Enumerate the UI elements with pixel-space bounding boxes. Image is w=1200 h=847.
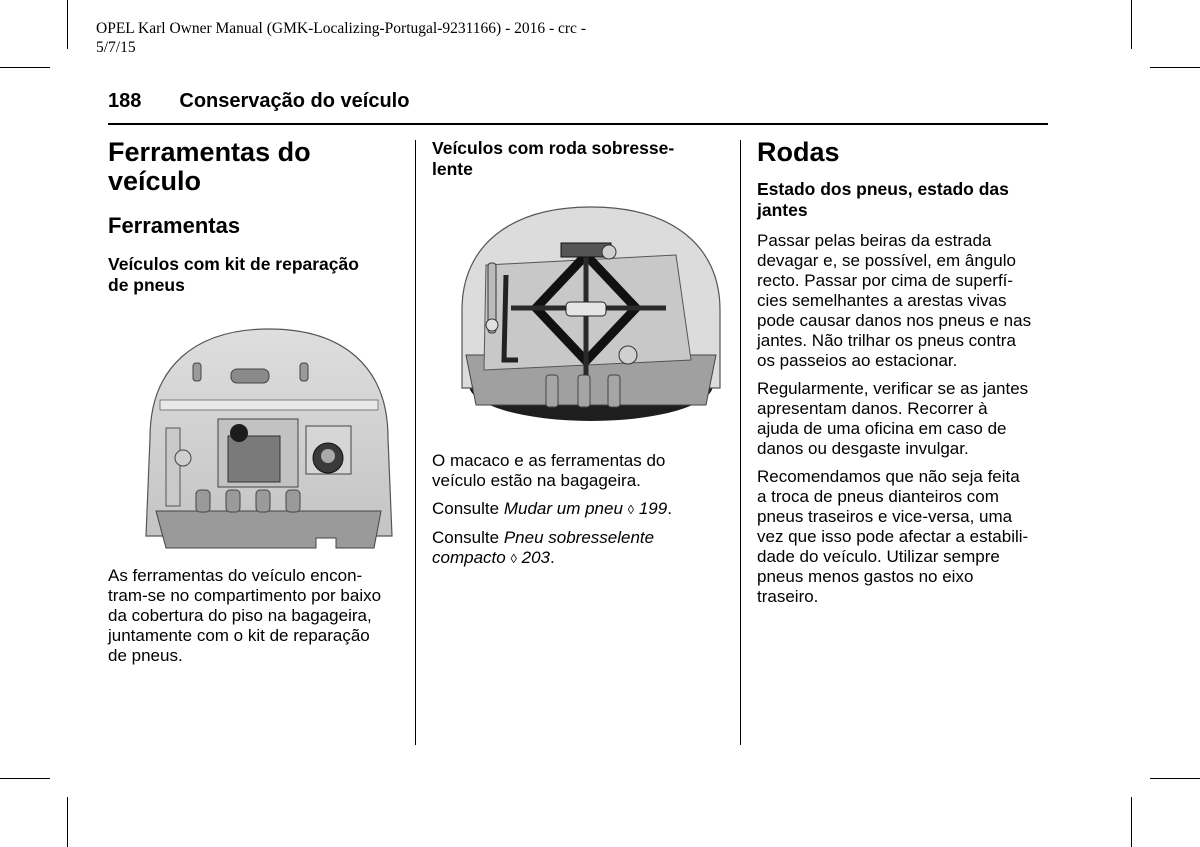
- document-meta: [96, 19, 636, 57]
- crop-mark: [1150, 67, 1200, 68]
- column-divider: [740, 140, 741, 745]
- text-line: pode causar danos nos pneus e nas: [757, 311, 1032, 330]
- cross-reference: [432, 499, 722, 520]
- xref-link-mudar-um-pneu[interactable]: [504, 499, 667, 518]
- xref-page: 199: [638, 499, 668, 518]
- running-head: [108, 90, 409, 113]
- text-line: Regularmente, verificar se as jantes: [757, 379, 1029, 398]
- text-line: cies semelhantes a arestas vivas: [757, 291, 1007, 310]
- cross-reference: [432, 528, 722, 548]
- section-heading: [108, 254, 398, 296]
- text-line: Recomendamos que não seja feita: [757, 467, 1020, 486]
- text-line: da cobertura do piso na bagageira,: [108, 606, 372, 625]
- heading: Rodas: [757, 137, 840, 167]
- text-line: veículo estão na bagageira.: [432, 471, 641, 490]
- xref-page: 203: [521, 548, 550, 567]
- body-text: [108, 566, 398, 666]
- column-divider: [415, 140, 416, 745]
- heading-line: Ferramentas do: [108, 137, 311, 167]
- text-line: vez que isso pode afectar a estabili-: [757, 527, 1029, 546]
- meta-line: 5/7/15: [96, 39, 136, 56]
- crop-mark: [1150, 778, 1200, 779]
- text-line: juntamente com o kit de reparação: [108, 626, 370, 645]
- crop-mark: [67, 0, 68, 49]
- section-heading: [432, 138, 722, 180]
- heading-line: veículo: [108, 166, 202, 196]
- text-line: de pneus.: [108, 646, 183, 665]
- text-line: os passeios ao estacionar.: [757, 351, 958, 370]
- text-line: a troca de pneus dianteiros com: [757, 487, 999, 506]
- text-line: pneus menos gastos no eixo: [757, 567, 974, 586]
- ref-prefix: Consulte: [432, 499, 504, 518]
- body-text: [432, 451, 722, 569]
- crop-mark: [1131, 797, 1132, 847]
- text-line: ajuda de uma oficina em caso de: [757, 419, 1007, 438]
- crop-mark: [1131, 0, 1132, 49]
- text-line: apresentam danos. Recorrer à: [757, 399, 988, 418]
- heading-line: lente: [432, 159, 473, 179]
- header-rule: [108, 123, 1048, 125]
- paragraph: [757, 231, 1052, 371]
- cross-reference: [432, 548, 722, 569]
- text-line: recto. Passar por cima de superfí-: [757, 271, 1014, 290]
- text-line: Passar pelas beiras da estrada: [757, 231, 992, 250]
- text-line: O macaco e as ferramentas do: [432, 451, 666, 470]
- xref-target: Mudar um pneu: [503, 499, 623, 518]
- heading-line: Veículos com kit de reparação: [108, 254, 359, 274]
- section-title: Conservação do veículo: [179, 90, 410, 112]
- paragraph: [757, 379, 1052, 459]
- column-3: [757, 138, 1052, 607]
- xref-link-compacto[interactable]: [432, 548, 550, 567]
- ref-suffix: .: [549, 548, 555, 567]
- page-number: 188: [108, 90, 142, 112]
- crop-mark: [0, 67, 50, 68]
- tools-figure: [136, 326, 401, 556]
- crop-mark: [67, 797, 68, 847]
- text-line: danos ou desgaste invulgar.: [757, 439, 969, 458]
- xref-target: compacto: [432, 548, 506, 567]
- heading: [108, 138, 398, 196]
- heading-line: Veículos com roda sobresse-: [432, 138, 675, 158]
- text-line: dade do veículo. Utilizar sempre: [757, 547, 1000, 566]
- heading-line: jantes: [757, 200, 808, 220]
- subheading: Ferramentas: [108, 213, 241, 238]
- text-line: pneus traseiros e vice-versa, uma: [757, 507, 1013, 526]
- section-heading: [757, 179, 1052, 221]
- paragraph: [757, 467, 1052, 607]
- page-reference-icon: ◊: [510, 551, 517, 566]
- text-line: jantes. Não trilhar os pneus contra: [757, 331, 1016, 350]
- text-line: As ferramentas do veículo encon-: [108, 566, 363, 585]
- text-line: devagar e, se possível, em ângulo: [757, 251, 1016, 270]
- xref-link-pneu-sobresselente[interactable]: Pneu sobresselente: [503, 528, 655, 547]
- ref-prefix: Consulte: [432, 528, 504, 547]
- heading-line: de pneus: [108, 275, 185, 295]
- column-1: [108, 137, 398, 665]
- crop-mark: [0, 778, 50, 779]
- meta-line: OPEL Karl Owner Manual (GMK-Localizing-Portugal-9231166) - 2016 - crc -: [96, 20, 586, 37]
- heading-line: Estado dos pneus, estado das: [757, 179, 1009, 199]
- text-line: tram-se no compartimento por baixo: [108, 586, 382, 605]
- ref-suffix: .: [667, 499, 672, 518]
- spare-wheel-figure: [456, 205, 726, 425]
- text-line: traseiro.: [757, 587, 819, 606]
- column-2: [432, 138, 722, 567]
- page-reference-icon: ◊: [627, 502, 635, 517]
